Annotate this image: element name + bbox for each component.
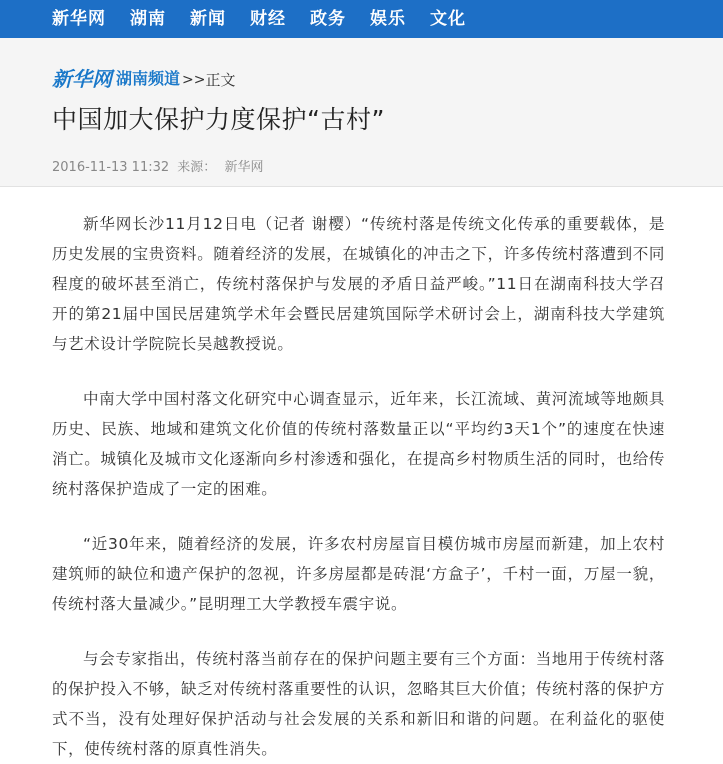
source-label: 来源：	[177, 160, 217, 175]
nav-item-news[interactable]: 新闻	[190, 9, 226, 29]
nav-item-finance[interactable]: 财经	[250, 9, 286, 29]
nav-item-xinhuanet[interactable]: 新华网	[52, 9, 106, 29]
nav-item-culture[interactable]: 文化	[430, 9, 466, 29]
xinhuanet-logo[interactable]: 新华网	[52, 67, 112, 91]
top-navigation-bar	[0, 0, 723, 38]
nav-item-hunan[interactable]: 湖南	[130, 9, 166, 29]
publish-date: 2016-11-13 11:32	[52, 160, 170, 175]
article-paragraph: 新华网长沙11月12日电（记者 谢樱）“传统村落是传统文化传承的重要载体，是历史发展的宝贵资料。随着经济的发展，在城镇化的冲击之下，许多传统村落遭到不同程度的破坏甚至消亡，传统村落保护与发展的矛盾日益严峻。”11日在湖南科技大学召开的第21届中国民居建筑学术年会暨民居建筑国际学术研讨会上，湖南科技大学建筑与艺术设计学院院长吴越教授说。	[52, 215, 665, 353]
article-paragraph: “近30年来，随着经济的发展，许多农村房屋盲目模仿城市房屋而新建，加上农村建筑师的缺位和遗产保护的忽视，许多房屋都是砖混‘方盒子’，千村一面，万屋一貌，传统村落大量减少。”昆明理工大学教授车震宇说。	[52, 535, 665, 613]
article-body	[0, 187, 723, 764]
source-name: 新华网	[224, 160, 264, 175]
breadcrumb-current: 正文	[205, 71, 236, 89]
article-meta	[52, 156, 723, 175]
article-paragraph: 与会专家指出，传统村落当前存在的保护问题主要有三个方面：当地用于传统村落的保护投入不够，缺乏对传统村落重要性的认识，忽略其巨大价值；传统村落的保护方式不当，没有处理好保护活动与社会发展的关系和新旧和谐的问题。在利益化的驱使下，使传统村落的原真性消失。	[52, 650, 665, 758]
article-paragraph: 中南大学中国村落文化研究中心调查显示，近年来，长江流域、黄河流域等地颇具历史、民族、地域和建筑文化价值的传统村落数量正以“平均约3天1个”的速度在快速消亡。城镇化及城市文化逐渐向乡村渗透和强化，在提高乡村物质生活的同时，也给传统村落保护造成了一定的困难。	[52, 390, 665, 498]
hunan-channel-link[interactable]: 湖南频道	[116, 69, 181, 88]
breadcrumb	[52, 66, 723, 90]
page-title: 中国加大保护力度保护“古村”	[52, 105, 385, 134]
nav-item-government[interactable]: 政务	[310, 9, 346, 29]
nav-item-entertainment[interactable]: 娱乐	[370, 9, 406, 29]
breadcrumb-separator: >>	[182, 72, 206, 88]
article-header	[0, 38, 723, 187]
